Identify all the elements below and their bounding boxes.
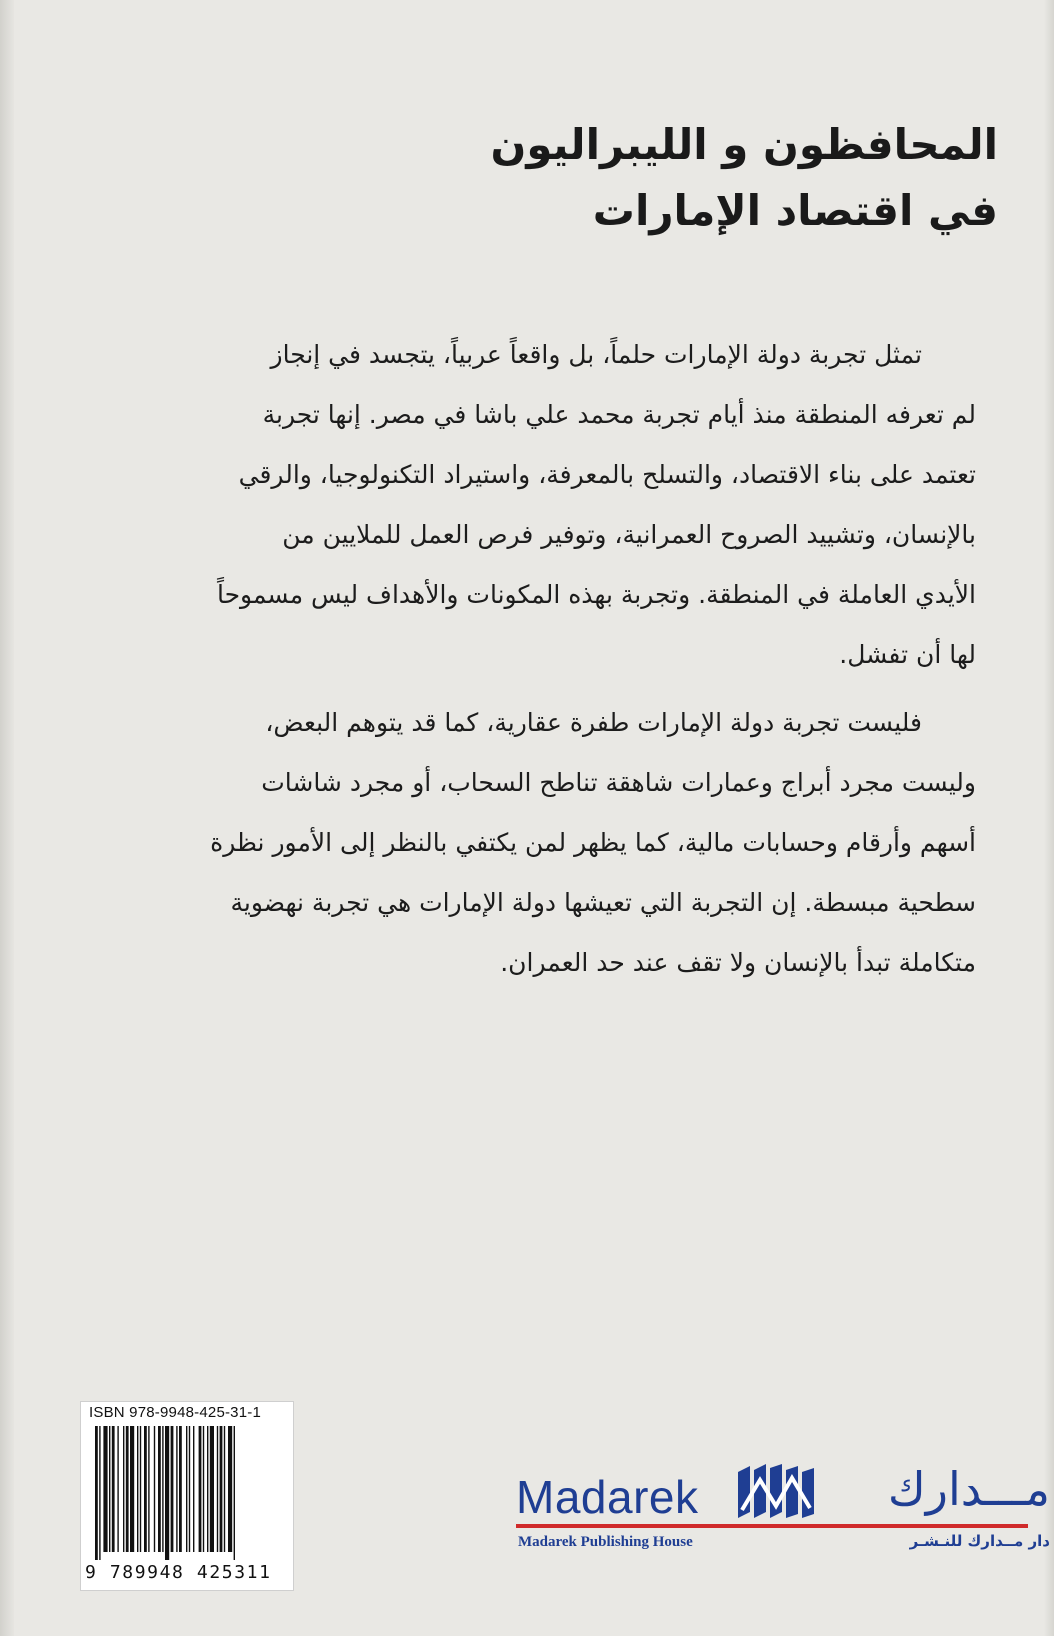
title-line-1: المحافظون و الليبراليون bbox=[490, 120, 998, 169]
isbn-barcode bbox=[80, 1401, 294, 1591]
paragraph-2 bbox=[76, 693, 976, 993]
barcode-bar bbox=[179, 1426, 182, 1552]
barcode-bar bbox=[123, 1426, 124, 1552]
paragraph-1 bbox=[76, 325, 976, 685]
publisher-name-arabic: مـــدارك bbox=[887, 1462, 1050, 1516]
title-line-2: في اقتصاد الإمارات bbox=[592, 186, 998, 235]
barcode-bar bbox=[130, 1426, 134, 1552]
barcode-bar bbox=[103, 1426, 107, 1552]
publisher-name-latin: Madarek bbox=[516, 1471, 699, 1523]
book-title bbox=[298, 112, 998, 244]
text-line: سطحية مبسطة. إن التجربة التي تعيشها دولة الإمارات هي تجربة نهضوية bbox=[230, 888, 976, 917]
publisher-subtitle-latin: Madarek Publishing House bbox=[518, 1534, 693, 1550]
book-stack-icon bbox=[734, 1462, 816, 1520]
barcode-bar bbox=[137, 1426, 138, 1552]
blurb bbox=[76, 325, 976, 993]
publisher-logo bbox=[516, 1460, 1050, 1560]
text-line: الأيدي العاملة في المنطقة. وتجربة بهذه المكونات والأهداف ليس مسموحاً bbox=[216, 580, 976, 609]
barcode-bar bbox=[112, 1426, 115, 1552]
text-line: فليست تجربة دولة الإمارات طفرة عقارية، كما قد يتوهم البعض، bbox=[265, 708, 922, 737]
barcode-bar bbox=[154, 1426, 155, 1552]
barcode-bar bbox=[158, 1426, 161, 1552]
barcode-bar bbox=[99, 1426, 100, 1560]
barcode-bar bbox=[217, 1426, 218, 1552]
isbn-label: ISBN 978-9948-425-31-1 bbox=[89, 1404, 262, 1421]
barcode-bar bbox=[193, 1426, 194, 1552]
barcode-bar bbox=[95, 1426, 98, 1560]
barcode-bar bbox=[189, 1426, 190, 1552]
page-edge-right bbox=[1044, 0, 1054, 1636]
barcode-bar bbox=[220, 1426, 223, 1552]
barcode-bar bbox=[224, 1426, 225, 1552]
text-line: تعتمد على بناء الاقتصاد، والتسلح بالمعرفة، واستيراد التكنولوجيا، والرقي bbox=[238, 460, 976, 489]
text-line: متكاملة تبدأ بالإنسان ولا تقف عند حد العمران. bbox=[500, 948, 976, 977]
barcode-bar bbox=[171, 1426, 174, 1552]
barcode-bar bbox=[126, 1426, 129, 1552]
barcode-bar bbox=[176, 1426, 177, 1552]
barcode-bar bbox=[234, 1426, 235, 1560]
barcode-bar bbox=[148, 1426, 149, 1552]
text-line: أسهم وأرقام وحسابات مالية، كما يظهر لمن يكتفي بالنظر إلى الأمور نظرة bbox=[210, 828, 976, 857]
text-line: لها أن تفشل. bbox=[839, 640, 976, 669]
text-line: وليست مجرد أبراج وعمارات شاهقة تناطح السحاب، أو مجرد شاشات bbox=[261, 768, 976, 797]
barcode-bars bbox=[93, 1426, 281, 1560]
logo-divider bbox=[516, 1524, 1028, 1528]
barcode-bar bbox=[162, 1426, 163, 1552]
barcode-bar bbox=[210, 1426, 214, 1552]
text-line: لم تعرفه المنطقة منذ أيام تجربة محمد علي باشا في مصر. إنها تجربة bbox=[262, 400, 976, 429]
barcode-bar bbox=[140, 1426, 141, 1552]
text-line: تمثل تجربة دولة الإمارات حلماً، بل واقعاً عربياً، يتجسد في إنجاز bbox=[270, 340, 922, 369]
barcode-bar bbox=[144, 1426, 147, 1552]
page-edge-left bbox=[0, 0, 14, 1636]
barcode-bar bbox=[117, 1426, 118, 1552]
publisher-subtitle-arabic: دار مــدارك للنـشـر bbox=[909, 1532, 1050, 1550]
text-line: بالإنسان، وتشييد الصروح العمرانية، وتوفير فرص العمل للملايين من bbox=[282, 520, 976, 549]
barcode-bar bbox=[199, 1426, 202, 1552]
barcode-bar bbox=[203, 1426, 204, 1552]
barcode-bar bbox=[109, 1426, 110, 1552]
barcode-digits: 9 789948 425311 bbox=[85, 1562, 272, 1583]
barcode-bar bbox=[228, 1426, 232, 1552]
barcode-bar bbox=[165, 1426, 169, 1560]
barcode-bar bbox=[186, 1426, 187, 1552]
barcode-bar bbox=[207, 1426, 208, 1552]
